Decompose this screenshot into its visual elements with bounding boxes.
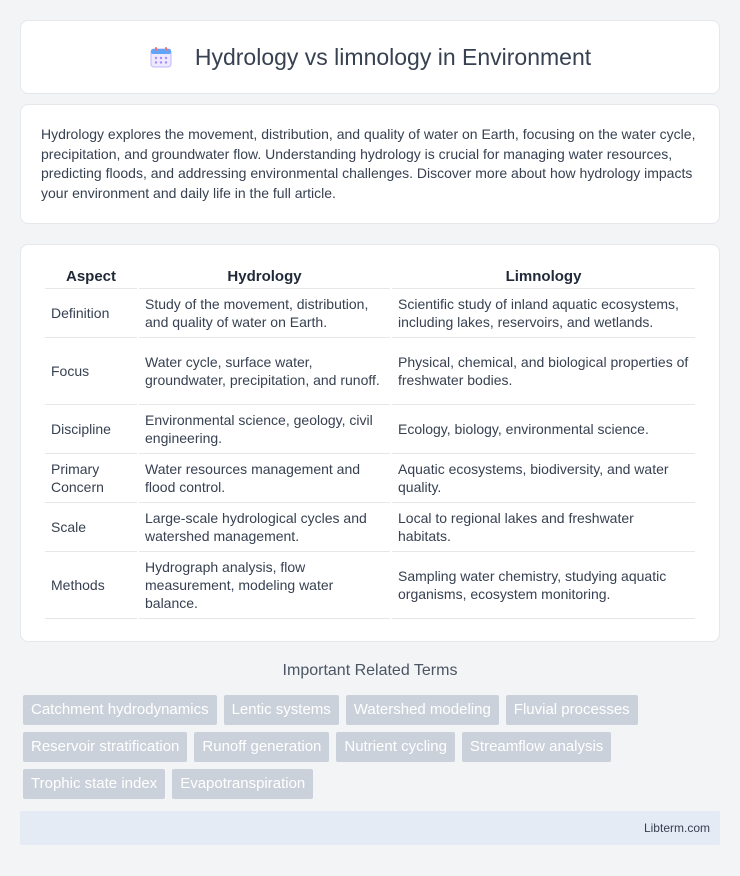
row-hydrology: Study of the movement, distribution, and quality of water on Earth. [139,289,390,338]
row-limnology: Ecology, biology, environmental science. [392,405,695,454]
footer [20,811,720,845]
row-aspect: Definition [45,289,137,338]
row-limnology: Aquatic ecosystems, biodiversity, and water quality. [392,454,695,503]
related-term-tag[interactable]: Fluvial processes [506,695,638,725]
related-terms-title: Important Related Terms [282,662,458,679]
row-aspect: Methods [45,552,137,619]
header-card [20,20,720,94]
related-term-tag[interactable]: Streamflow analysis [462,732,611,762]
row-limnology: Local to regional lakes and freshwater habitats. [392,503,695,552]
row-limnology: Scientific study of inland aquatic ecosystems, including lakes, reservoirs, and wetlands. [392,289,695,338]
row-aspect: Discipline [45,405,137,454]
related-term-tag[interactable]: Lentic systems [224,695,339,725]
calendar-icon [149,45,173,69]
title-wrap [149,44,591,71]
row-hydrology: Water resources management and flood control. [139,454,390,503]
header-hydrology: Hydrology [139,265,390,289]
row-limnology: Sampling water chemistry, studying aquatic organisms, ecosystem monitoring. [392,552,695,619]
intro-text: Hydrology explores the movement, distribution, and quality of water on Earth, focusing on the water cycle, precipitation, and groundwater flow. Understanding hydrology is crucial for managing water resources, predicting floods, and addressing environmental challenges. Discover more about how hydrology impacts your environment and daily life in the full article. [41,126,696,201]
row-aspect: Focus [45,338,137,405]
table-row [45,289,695,338]
table-row [45,552,695,619]
row-aspect: Primary Concern [45,454,137,503]
row-hydrology: Hydrograph analysis, flow measurement, modeling water balance. [139,552,390,619]
row-hydrology: Large-scale hydrological cycles and watershed management. [139,503,390,552]
table-row [45,503,695,552]
related-term-tag[interactable]: Runoff generation [194,732,329,762]
related-term-tag[interactable]: Trophic state index [23,769,165,799]
related-term-tag[interactable]: Evapotranspiration [172,769,313,799]
intro-card [20,104,720,224]
related-term-tag[interactable]: Watershed modeling [346,695,499,725]
row-hydrology: Water cycle, surface water, groundwater, precipitation, and runoff. [139,338,390,405]
table-row [45,405,695,454]
table-row [45,338,695,405]
header-aspect: Aspect [45,265,137,289]
row-hydrology: Environmental science, geology, civil engineering. [139,405,390,454]
table-row [45,454,695,503]
comparison-card [20,244,720,642]
header-limnology: Limnology [392,265,695,289]
related-term-tag[interactable]: Catchment hydrodynamics [23,695,217,725]
footer-site-link[interactable]: Libterm.com [643,821,710,835]
table-header-row [45,265,695,289]
related-term-tag[interactable]: Nutrient cycling [336,732,455,762]
comparison-table [43,265,697,619]
page-title: Hydrology vs limnology in Environment [194,43,592,70]
row-limnology: Physical, chemical, and biological properties of freshwater bodies. [392,338,695,405]
row-aspect: Scale [45,503,137,552]
related-terms-list [23,695,723,799]
related-term-tag[interactable]: Reservoir stratification [23,732,187,762]
